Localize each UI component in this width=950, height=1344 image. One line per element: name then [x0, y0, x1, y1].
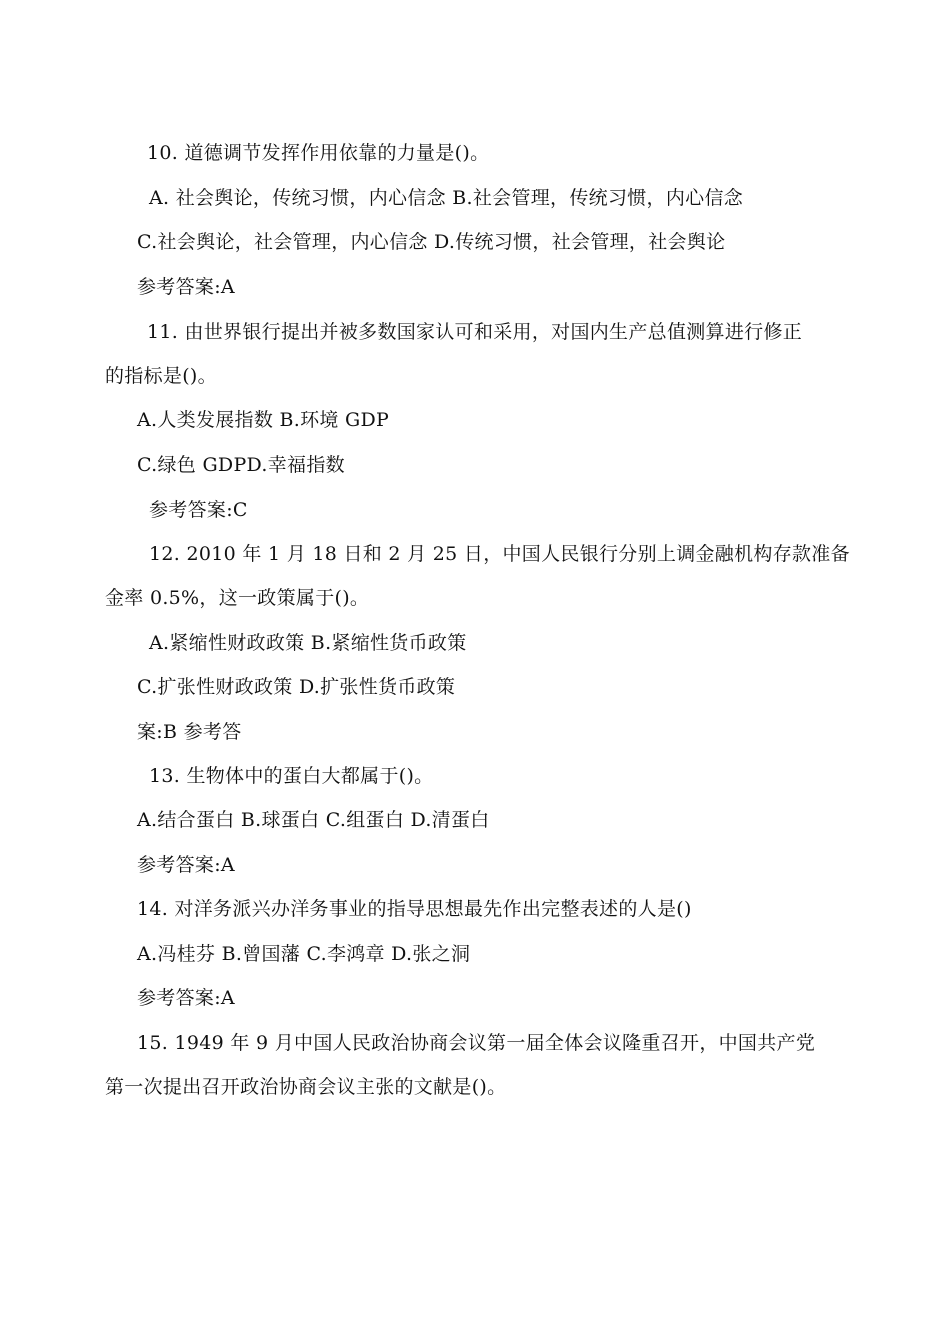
- question-13-stem: 13. 生物体中的蛋白大都属于()。: [149, 765, 434, 787]
- question-12-stem-line-2: 金率 0.5%，这一政策属于()。: [105, 587, 370, 609]
- question-12-stem-line-1: 12. 2010 年 1 月 18 日和 2 月 25 日，中国人民银行分别上调金融机构存款准备: [149, 543, 850, 565]
- question-12-options-cd: C.扩张性财政政策 D.扩张性货币政策: [137, 676, 456, 698]
- question-10-options-cd: C.社会舆论，社会管理，内心信念 D.传统习惯，社会管理，社会舆论: [137, 231, 726, 253]
- question-15-stem-line-1: 15. 1949 年 9 月中国人民政治协商会议第一届全体会议隆重召开，中国共产党: [137, 1032, 816, 1054]
- question-12-options-ab: A.紧缩性财政政策 B.紧缩性货币政策: [149, 632, 467, 654]
- question-11-options-ab: A.人类发展指数 B.环境 GDP: [137, 409, 390, 431]
- question-11-options-cd: C.绿色 GDPD.幸福指数: [137, 454, 345, 476]
- question-10-answer: 参考答案:A: [137, 276, 235, 298]
- question-10-stem: 10. 道德调节发挥作用依靠的力量是()。: [147, 142, 490, 164]
- question-14-answer: 参考答案:A: [137, 987, 235, 1009]
- question-13-answer: 参考答案:A: [137, 854, 235, 876]
- question-14-stem: 14. 对洋务派兴办洋务事业的指导思想最先作出完整表述的人是(): [137, 898, 692, 920]
- question-10-options-ab: A. 社会舆论，传统习惯，内心信念 B.社会管理，传统习惯，内心信念: [149, 187, 744, 209]
- question-15-stem-line-2: 第一次提出召开政治协商会议主张的文献是()。: [105, 1076, 507, 1098]
- question-13-options: A.结合蛋白 B.球蛋白 C.组蛋白 D.清蛋白: [137, 809, 490, 831]
- question-11-answer: 参考答案:C: [149, 499, 248, 521]
- question-12-answer: 案:B 参考答: [137, 721, 242, 743]
- question-11-stem-line-2: 的指标是()。: [105, 365, 217, 387]
- question-14-options: A.冯桂芬 B.曾国藩 C.李鸿章 D.张之洞: [137, 943, 471, 965]
- question-11-stem-line-1: 11. 由世界银行提出并被多数国家认可和采用，对国内生产总值测算进行修正: [147, 321, 803, 343]
